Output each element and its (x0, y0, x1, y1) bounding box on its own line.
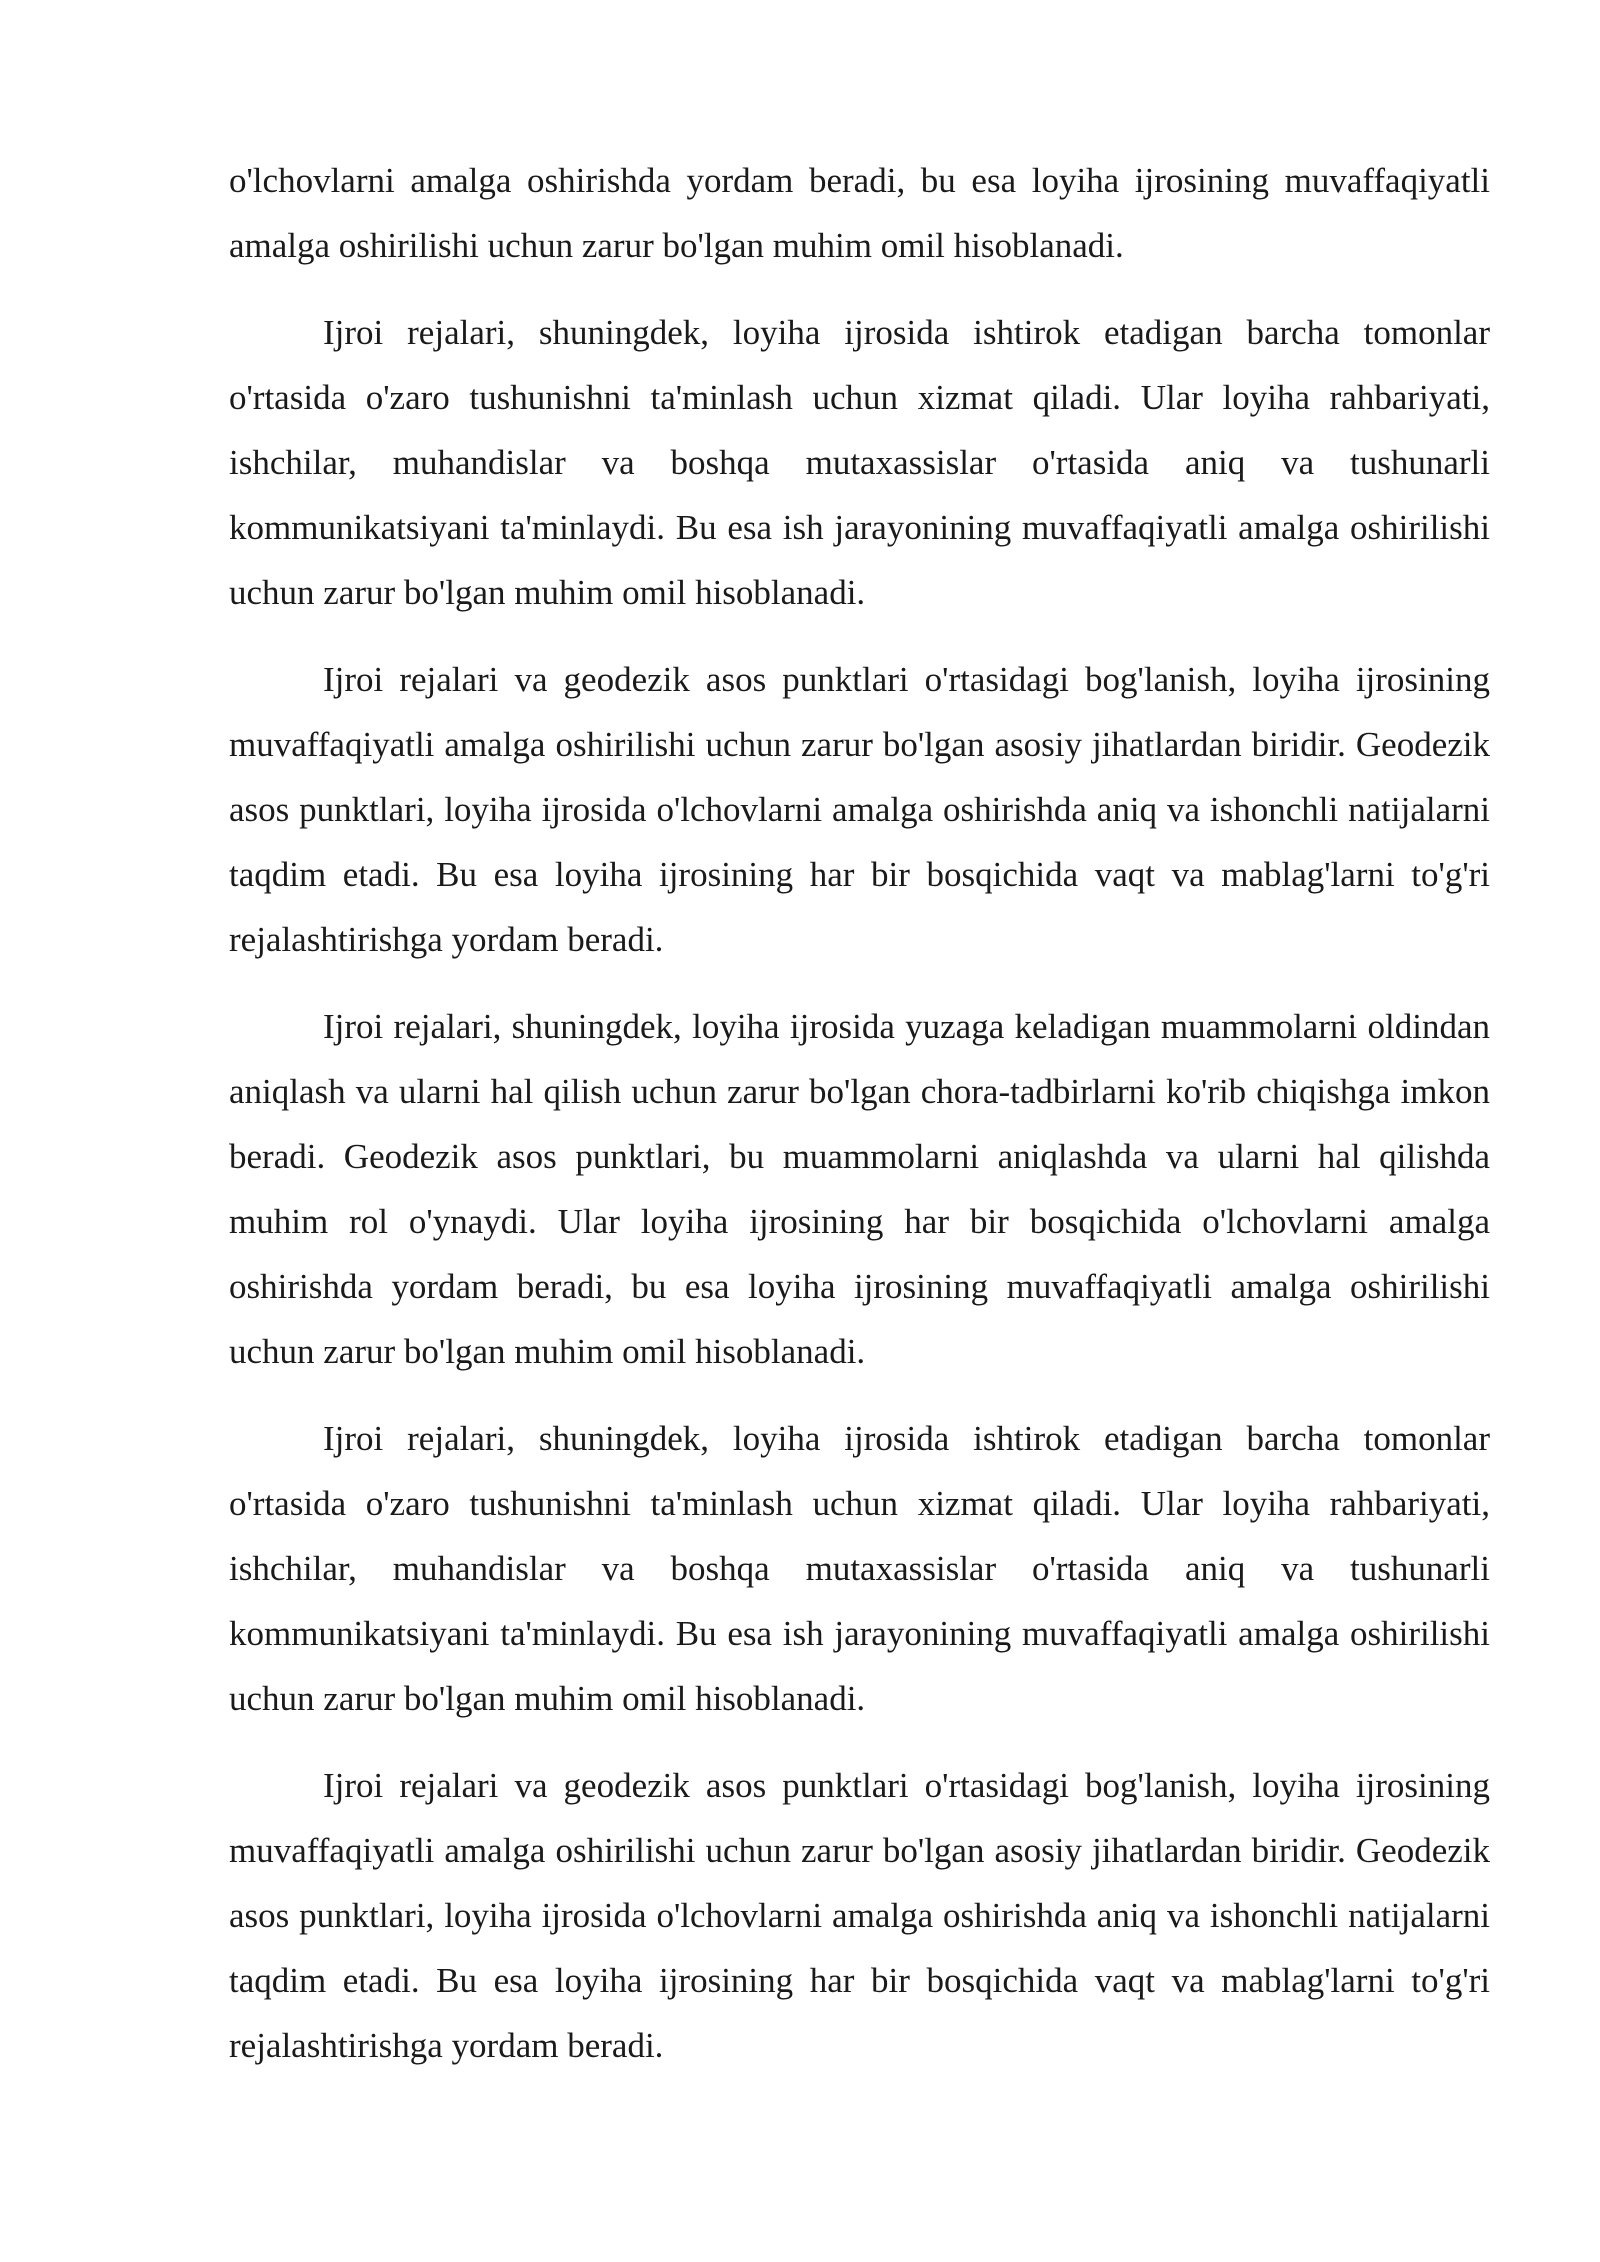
paragraph: Ijroi rejalari va geodezik asos punktlari o'rtasidagi bog'lanish, loyiha ijrosining muvaffaqiyatli amalga oshirilishi uchun zarur bo'lgan asosiy jihatlardan biridir. Geodezik asos punktlari, loyiha ijrosida o'lchovlarni amalga oshirishda aniq va ishonchli natijalarni taqdim etadi. Bu esa loyiha ijrosining har bir bosqichida vaqt va mablag'larni to'g'ri rejalashtirishga yordam beradi. (229, 660, 1490, 959)
paragraph-continued: o'lchovlarni amalga oshirishda yordam beradi, bu esa loyiha ijrosining muvaffaqiyatli amalga oshirilishi uchun zarur bo'lgan muhim omil hisoblanadi. (229, 161, 1490, 265)
paragraph: Ijroi rejalari va geodezik asos punktlari o'rtasidagi bog'lanish, loyiha ijrosining muvaffaqiyatli amalga oshirilishi uchun zarur bo'lgan asosiy jihatlardan biridir. Geodezik asos punktlari, loyiha ijrosida o'lchovlarni amalga oshirishda aniq va ishonchli natijalarni taqdim etadi. Bu esa loyiha ijrosining har bir bosqichida vaqt va mablag'larni to'g'ri rejalashtirishga yordam beradi. (229, 1766, 1490, 2065)
paragraph: Ijroi rejalari, shuningdek, loyiha ijrosida yuzaga keladigan muammolarni oldindan aniqlash va ularni hal qilish uchun zarur bo'lgan chora-tadbirlarni ko'rib chiqishga imkon beradi. Geodezik asos punktlari, bu muammolarni aniqlashda va ularni hal qilishda muhim rol o'ynaydi. Ular loyiha ijrosining har bir bosqichida o'lchovlarni amalga oshirishda yordam beradi, bu esa loyiha ijrosining muvaffaqiyatli amalga oshirilishi uchun zarur bo'lgan muhim omil hisoblanadi. (229, 1007, 1490, 1371)
document-body (229, 148, 1490, 2100)
paragraph: Ijroi rejalari, shuningdek, loyiha ijrosida ishtirok etadigan barcha tomonlar o'rtasida o'zaro tushunishni ta'minlash uchun xizmat qiladi. Ular loyiha rahbariyati, ishchilar, muhandislar va boshqa mutaxassislar o'rtasida aniq va tushunarli kommunikatsiyani ta'minlaydi. Bu esa ish jarayonining muvaffaqiyatli amalga oshirilishi uchun zarur bo'lgan muhim omil hisoblanadi. (229, 1419, 1490, 1718)
paragraph: Ijroi rejalari, shuningdek, loyiha ijrosida ishtirok etadigan barcha tomonlar o'rtasida o'zaro tushunishni ta'minlash uchun xizmat qiladi. Ular loyiha rahbariyati, ishchilar, muhandislar va boshqa mutaxassislar o'rtasida aniq va tushunarli kommunikatsiyani ta'minlaydi. Bu esa ish jarayonining muvaffaqiyatli amalga oshirilishi uchun zarur bo'lgan muhim omil hisoblanadi. (229, 313, 1490, 612)
